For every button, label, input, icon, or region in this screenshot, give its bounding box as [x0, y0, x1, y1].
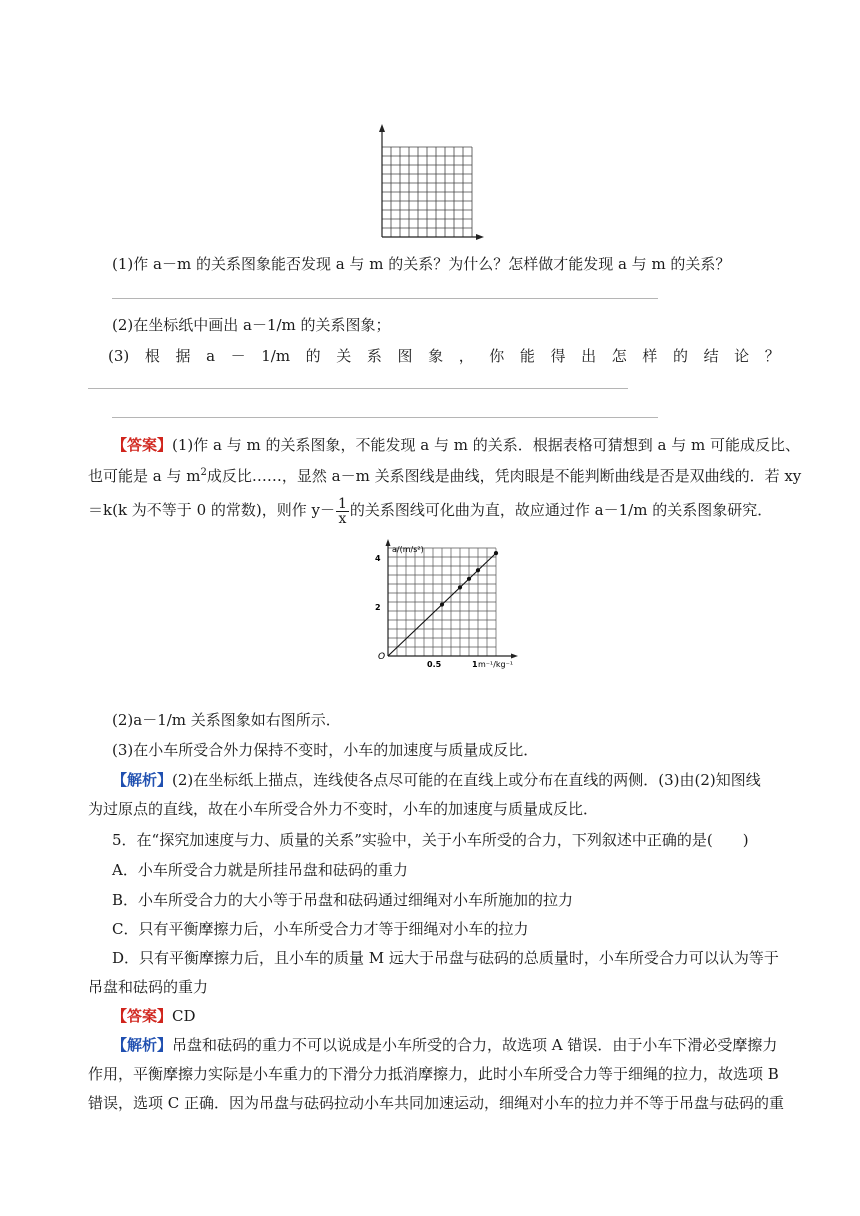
q4-sub3-char: ？ — [764, 347, 780, 365]
q4-sub3-char: 象 — [428, 347, 444, 365]
q4-sub3-char: 关 — [336, 347, 352, 365]
analysis-tag: 【解析】 — [112, 771, 173, 789]
q4-sub3-char: a — [206, 347, 216, 365]
q4-sub3-char: 根 — [144, 347, 160, 365]
q4-sub3-char: 图 — [397, 347, 413, 365]
analysis4-line1 — [112, 770, 761, 790]
q5-option-d-line2: 吊盘和砝码的重力 — [88, 978, 209, 996]
q5-stem: 5．在“探究加速度与力、质量的关系”实验中，关于小车所受的合力，下列叙述中正确的是( ) — [112, 831, 749, 849]
q4-sub3-char: 出 — [581, 347, 597, 365]
q4-sub3-char: 你 — [489, 347, 505, 365]
answer-tag: 【答案】 — [112, 436, 173, 454]
analysis4-line2: 为过原点的直线，故在小车所受合外力不变时，小车的加速度与质量成反比． — [88, 800, 599, 818]
chart-data-point — [467, 577, 471, 581]
fraction-denominator: x — [338, 510, 347, 527]
q4-sub3 — [108, 346, 780, 366]
analysis5-text1: 吊盘和砝码的重力不可以说成是小车所受的合力，故选项 A 错误．由于小车下滑必受摩擦力 — [172, 1036, 778, 1054]
chart-y-arrow — [386, 539, 391, 546]
answer5-tag: 【答案】 — [112, 1007, 173, 1025]
answer4-line2 — [88, 466, 801, 486]
q4-sub3-char: 的 — [305, 347, 321, 365]
q5-option-c: C．只有平衡摩擦力后，小车所受合力才等于细绳对小车的拉力 — [112, 920, 529, 938]
q4-sub1: (1)作 a－m 的关系图象能否发现 a 与 m 的关系？为什么？怎样做才能发现 a 与 m 的关系？ — [112, 255, 731, 273]
answer4-p3: (3)在小车所受合外力保持不变时，小车的加速度与质量成反比． — [112, 741, 539, 759]
analysis5-line2: 作用，平衡摩擦力实际是小车重力的下滑分力抵消摩擦力，此时小车所受合力等于细绳的拉力，故选项 B — [88, 1065, 779, 1083]
answer5-text: CD — [172, 1007, 196, 1025]
q4-sub3-char: 得 — [550, 347, 566, 365]
chart-y-tick-label: 4 — [375, 554, 381, 563]
q4-sub3-char: 能 — [519, 347, 535, 365]
a-vs-inverse-m-chart — [370, 538, 520, 670]
answer4-p2: (2)a－1/m 关系图象如右图所示． — [112, 711, 341, 729]
q5-option-d-line1: D．只有平衡摩擦力后，且小车的质量 M 远大于吊盘与砝码的总质量时，小车所受合力可以认为等于 — [112, 949, 779, 967]
answer4-p1-line2b: 成反比……，显然 a－m 关系图线是曲线，凭肉眼是不能判断曲线是否是双曲线的．若 xy — [206, 467, 802, 485]
chart-x-label: m⁻¹/kg⁻¹ — [478, 660, 514, 669]
q4-sub3-char: 据 — [175, 347, 191, 365]
q4-sub3-char: ， — [458, 347, 474, 365]
q4-sub3-char: 论 — [734, 347, 750, 365]
fraction-numerator: 1 — [337, 495, 347, 512]
q4-sub3-char: 怎 — [611, 347, 627, 365]
blank-grid-figure — [372, 122, 488, 244]
chart-data-point — [476, 568, 480, 572]
superscript-2: 2 — [200, 467, 207, 478]
chart-x-tick-label: 0.5 — [427, 660, 442, 669]
answer4-p1-line3a: ＝k(k 为不等于 0 的常数)，则作 y－ — [88, 501, 335, 519]
blank-grid — [382, 147, 472, 237]
chart-grid — [388, 548, 496, 656]
q5-option-b: B．小车所受合力的大小等于吊盘和砝码通过细绳对小车所施加的拉力 — [112, 891, 574, 909]
analysis5-tag: 【解析】 — [112, 1036, 173, 1054]
chart-y-label: a/(m/s²) — [392, 545, 424, 554]
answer4-p1-line3b: 的关系图线可化曲为直，故应通过作 a－1/m 的关系图象研究． — [349, 501, 773, 519]
chart-data-point — [494, 551, 498, 555]
chart-marks — [375, 551, 498, 669]
q4-sub3-char: 1/m — [261, 347, 291, 365]
q4-sub3-char: 结 — [703, 347, 719, 365]
analysis4-text1: (2)在坐标纸上描点，连线使各点尽可能的在直线上或分布在直线的两侧．(3)由(2)知图线 — [172, 771, 761, 789]
chart-origin-label: O — [378, 652, 386, 662]
q4-sub3-char: － — [230, 347, 246, 365]
answer4-line1 — [112, 435, 800, 455]
answer4-p1-line2a: 也可能是 a 与 m — [88, 467, 201, 485]
chart-data-point — [458, 585, 462, 589]
q4-sub3-char: 系 — [366, 347, 382, 365]
chart-data-point — [440, 602, 444, 606]
q4-sub3-char: 的 — [672, 347, 688, 365]
analysis5-line1 — [112, 1035, 777, 1055]
answer5 — [112, 1006, 196, 1026]
q4-sub2: (2)在坐标纸中画出 a－1/m 的关系图象； — [112, 316, 391, 334]
chart-x-arrow — [511, 654, 518, 659]
answer4-p1-line1: (1)作 a 与 m 的关系图象，不能发现 a 与 m 的关系．根据表格可猜想到 a 与 m 可能成反比、 — [172, 436, 800, 454]
fraction-1-over-x — [336, 497, 349, 526]
chart-y-tick-label: 2 — [375, 603, 381, 612]
q5-option-a: A．小车所受合力就是所挂吊盘和砝码的重力 — [112, 861, 408, 879]
answer-blank-line-2 — [88, 388, 628, 389]
blank-grid-x-arrow — [476, 234, 484, 240]
q4-sub3-char: (3) — [108, 347, 130, 365]
analysis5-line3: 错误，选项 C 正确．因为吊盘与砝码拉动小车共同加速运动，细绳对小车的拉力并不等于吊盘与砝码的重 — [88, 1094, 785, 1112]
blank-grid-y-arrow — [379, 124, 385, 132]
chart-x-tick-label: 1 — [472, 660, 478, 669]
answer-blank-line-1 — [112, 298, 658, 299]
answer4-line3 — [88, 493, 772, 527]
q4-sub3-char: 样 — [642, 347, 658, 365]
answer-blank-line-3 — [112, 417, 658, 418]
